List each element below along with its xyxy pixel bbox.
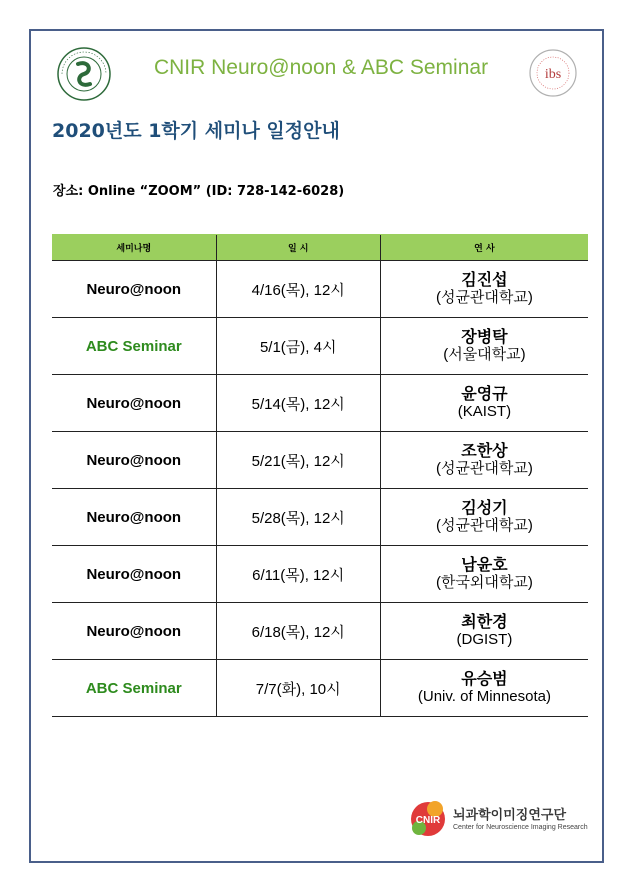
- speaker-name: 조한상: [461, 441, 508, 460]
- table-row: [52, 489, 588, 546]
- table-row: [52, 432, 588, 489]
- speaker-cell: [380, 489, 588, 546]
- speaker-affiliation: (성균관대학교): [435, 460, 533, 477]
- speaker-affiliation: (KAIST): [457, 403, 512, 420]
- speaker-name: 윤영규: [461, 384, 508, 403]
- seminar-datetime: 7/7(화), 10시: [216, 660, 380, 717]
- speaker-name: 최한경: [461, 612, 508, 631]
- seminar-datetime: 6/11(목), 12시: [216, 546, 380, 603]
- speaker-name: 남윤호: [461, 555, 508, 574]
- speaker-name: 김성기: [461, 498, 508, 517]
- speaker-cell: [380, 546, 588, 603]
- schedule-table: [52, 234, 588, 717]
- header-datetime: 일 시: [216, 235, 380, 261]
- seminar-datetime: 5/21(목), 12시: [216, 432, 380, 489]
- speaker-name: 장병탁: [461, 327, 508, 346]
- table-row: [52, 603, 588, 660]
- speaker-affiliation: (성균관대학교): [435, 289, 533, 306]
- venue-info: 장소: Online “ZOOM” (ID: 728-142-6028): [53, 184, 345, 199]
- speaker-affiliation: (서울대학교): [443, 346, 526, 363]
- speaker-name: 유승범: [461, 669, 508, 688]
- speaker-affiliation: (한국외대학교): [435, 574, 533, 591]
- ibs-logo: [528, 46, 578, 100]
- speaker-cell: [380, 318, 588, 375]
- seminar-datetime: 6/18(목), 12시: [216, 603, 380, 660]
- header-seminar-name: 세미나명: [52, 235, 216, 261]
- table-row: [52, 318, 588, 375]
- seminar-type: Neuro@noon: [52, 375, 216, 432]
- speaker-cell: [380, 261, 588, 318]
- speaker-cell: [380, 603, 588, 660]
- seminar-datetime: 4/16(목), 12시: [216, 261, 380, 318]
- seminar-type: Neuro@noon: [52, 603, 216, 660]
- table-row: [52, 660, 588, 717]
- seminar-type: Neuro@noon: [52, 432, 216, 489]
- seminar-type: Neuro@noon: [52, 546, 216, 603]
- ibs-logo-text: ibs: [544, 67, 562, 82]
- seminar-datetime: 5/28(목), 12시: [216, 489, 380, 546]
- table-row: [52, 546, 588, 603]
- cnir-logo: [408, 798, 448, 838]
- seminar-type: Neuro@noon: [52, 489, 216, 546]
- seminar-type: Neuro@noon: [52, 261, 216, 318]
- speaker-cell: [380, 432, 588, 489]
- header-speaker: 연 사: [380, 235, 588, 261]
- speaker-cell: [380, 375, 588, 432]
- header-title: CNIR Neuro@noon & ABC Seminar: [153, 56, 489, 79]
- footer-org-english: Center for Neuroscience Imaging Research: [453, 824, 588, 831]
- speaker-affiliation: (성균관대학교): [435, 517, 533, 534]
- page-subtitle: 2020년도 1학기 세미나 일정안내: [52, 120, 340, 142]
- table-header-row: [52, 235, 588, 261]
- speaker-cell: [380, 660, 588, 717]
- seminar-type: ABC Seminar: [52, 660, 216, 717]
- cnir-logo-text: CNIR: [415, 815, 441, 826]
- speaker-name: 김진섭: [461, 270, 508, 289]
- footer-org-korean: 뇌과학이미징연구단: [453, 808, 567, 823]
- seminar-type: ABC Seminar: [52, 318, 216, 375]
- speaker-affiliation: (DGIST): [456, 631, 513, 648]
- seminar-datetime: 5/1(금), 4시: [216, 318, 380, 375]
- university-seal-logo: [56, 46, 112, 102]
- table-row: [52, 375, 588, 432]
- speaker-affiliation: (Univ. of Minnesota): [417, 688, 551, 705]
- seminar-datetime: 5/14(목), 12시: [216, 375, 380, 432]
- table-row: [52, 261, 588, 318]
